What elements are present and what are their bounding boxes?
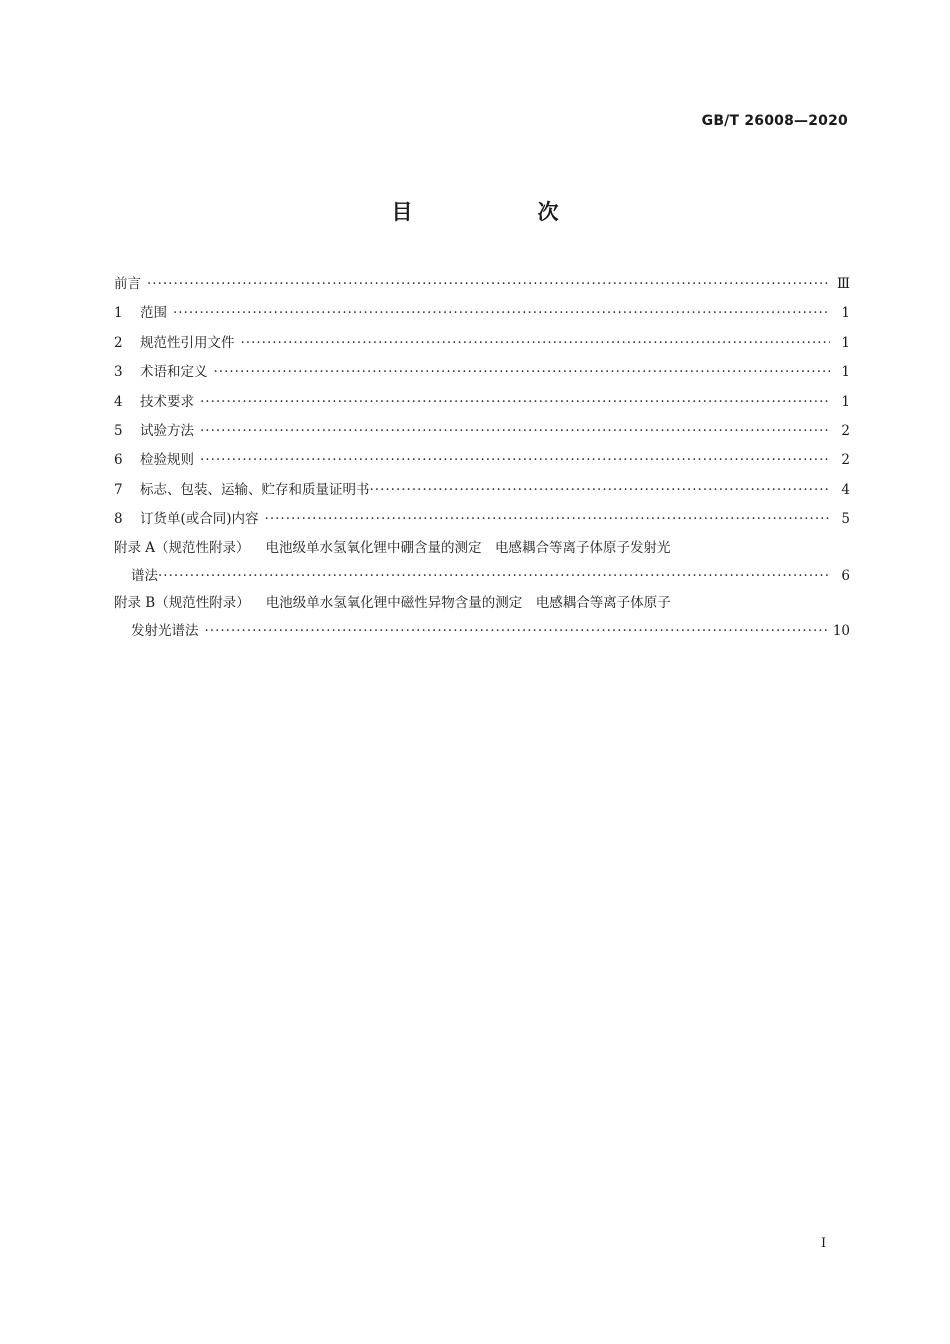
toc-entry-annex-a[interactable] xyxy=(114,535,850,590)
toc-entry-label: 范围 xyxy=(140,305,167,322)
toc-entry-label: 订货单(或合同)内容 xyxy=(140,511,259,528)
annex-prefix: 附录 B（规范性附录） xyxy=(114,594,250,611)
toc-entry-label: 试验方法 xyxy=(140,422,194,439)
toc-entry-number: 2 xyxy=(114,334,123,351)
toc-entry-page: 1 xyxy=(841,393,850,410)
page-number: Ⅰ xyxy=(821,1236,827,1251)
toc-entry-page: 4 xyxy=(841,481,850,498)
toc-entry-2[interactable] xyxy=(114,329,850,358)
toc-entry-page: 10 xyxy=(832,622,850,639)
toc-entry-label: 规范性引用文件 xyxy=(140,334,235,351)
toc-entry-4[interactable] xyxy=(114,388,850,417)
dot-leader xyxy=(214,358,831,387)
table-of-contents xyxy=(114,270,850,645)
dot-leader xyxy=(173,299,830,328)
toc-entry-page: 6 xyxy=(841,567,850,584)
toc-entry-page: 2 xyxy=(841,422,850,439)
toc-entry-foreword[interactable] xyxy=(114,270,850,299)
toc-entry-number: 8 xyxy=(114,511,123,528)
toc-entry-page: 2 xyxy=(841,452,850,469)
toc-entry-7[interactable] xyxy=(114,476,850,505)
toc-entry-1[interactable] xyxy=(114,299,850,328)
toc-entry-8[interactable] xyxy=(114,505,850,534)
toc-entry-label: 技术要求 xyxy=(140,393,194,410)
toc-entry-page: 1 xyxy=(841,334,850,351)
toc-entry-number: 3 xyxy=(114,364,123,381)
dot-leader xyxy=(147,270,830,299)
toc-entry-label: 检验规则 xyxy=(140,452,194,469)
toc-entry-page: 5 xyxy=(841,511,850,528)
toc-entry-number: 7 xyxy=(114,481,123,498)
dot-leader xyxy=(200,388,830,417)
dot-leader xyxy=(370,476,831,505)
toc-entry-number: 6 xyxy=(114,452,123,469)
annex-prefix: 附录 A（规范性附录） xyxy=(114,539,250,556)
toc-entry-3[interactable] xyxy=(114,358,850,387)
toc-entry-label: 标志、包装、运输、贮存和质量证明书 xyxy=(140,481,370,498)
toc-entry-6[interactable] xyxy=(114,446,850,475)
annex-title-line2: 发射光谱法 xyxy=(131,622,199,639)
toc-entry-page: 1 xyxy=(841,364,850,381)
annex-title-line1: 电池级单水氢氧化锂中磁性异物含量的测定 电感耦合等离子体原子 xyxy=(265,594,671,611)
dot-leader xyxy=(200,417,830,446)
toc-entry-number: 5 xyxy=(114,422,123,439)
dot-leader xyxy=(241,329,831,358)
toc-entry-page: Ⅲ xyxy=(836,276,850,292)
toc-entry-label: 前言 xyxy=(114,276,141,292)
dot-leader xyxy=(205,617,827,645)
toc-entry-annex-b[interactable] xyxy=(114,590,850,645)
toc-title: 目 次 xyxy=(391,200,611,224)
toc-entry-5[interactable] xyxy=(114,417,850,446)
annex-title-line1: 电池级单水氢氧化锂中硼含量的测定 电感耦合等离子体原子发射光 xyxy=(265,539,671,556)
toc-entry-number: 1 xyxy=(114,305,123,322)
toc-entry-label: 术语和定义 xyxy=(140,364,208,381)
dot-leader xyxy=(158,562,830,590)
annex-title-line2: 谱法 xyxy=(131,567,158,584)
toc-entry-number: 4 xyxy=(114,393,123,410)
standard-number: GB/T 26008—2020 xyxy=(701,113,848,129)
dot-leader xyxy=(265,505,830,534)
toc-entry-page: 1 xyxy=(841,305,850,322)
dot-leader xyxy=(200,446,830,475)
